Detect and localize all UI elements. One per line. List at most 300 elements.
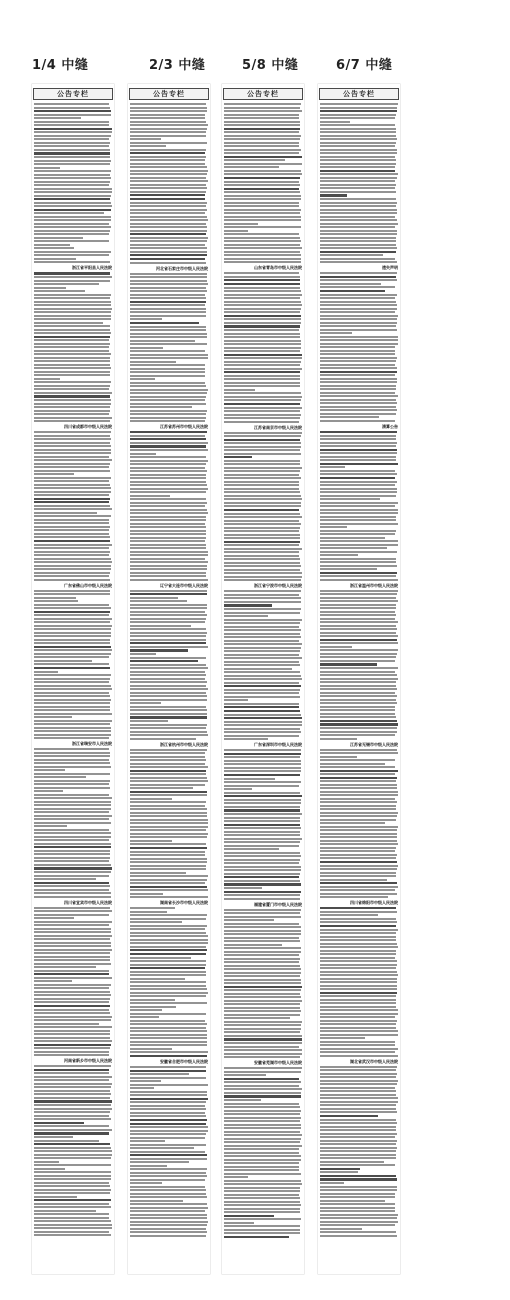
text-line	[130, 442, 208, 444]
text-line	[34, 1136, 73, 1138]
text-line	[130, 1140, 165, 1142]
text-line	[320, 230, 397, 232]
text-line	[130, 695, 207, 697]
text-line	[320, 671, 395, 673]
text-line	[34, 290, 85, 292]
text-line	[224, 894, 300, 896]
text-line	[320, 1200, 385, 1202]
text-line	[320, 533, 395, 535]
text-line	[34, 928, 111, 930]
text-line	[130, 720, 168, 722]
text-line	[320, 850, 395, 852]
text-line	[224, 682, 299, 684]
text-line	[34, 442, 110, 444]
text-line	[34, 438, 111, 440]
text-line	[130, 558, 205, 560]
text-line	[34, 794, 109, 796]
text-line	[320, 826, 398, 828]
text-line	[34, 607, 111, 609]
text-line	[224, 724, 302, 726]
text-line	[320, 660, 395, 662]
text-line	[224, 572, 302, 574]
text-line	[130, 128, 207, 130]
text-line	[320, 936, 396, 938]
text-line	[224, 505, 301, 507]
text-line	[130, 1235, 206, 1237]
text-line	[320, 857, 396, 859]
text-line	[34, 998, 110, 1000]
text-line	[34, 114, 111, 116]
text-line	[320, 635, 398, 637]
text-line	[224, 361, 301, 363]
text-line	[224, 562, 300, 564]
text-line	[130, 1151, 205, 1153]
text-line	[320, 1133, 397, 1135]
text-line	[224, 276, 300, 278]
text-line	[130, 1193, 206, 1195]
notice-heading: 浙江省温州市中级人民法院	[350, 582, 398, 588]
text-line	[320, 315, 398, 317]
text-line	[320, 1083, 397, 1085]
text-line	[130, 699, 207, 701]
text-line	[34, 706, 110, 708]
text-line	[224, 781, 301, 783]
text-line	[224, 735, 299, 737]
text-line	[130, 618, 206, 620]
text-line	[320, 815, 397, 817]
text-line	[34, 216, 111, 218]
text-line	[320, 752, 398, 754]
text-line	[130, 403, 206, 405]
text-line	[34, 536, 110, 538]
text-line	[130, 1172, 206, 1174]
text-line	[130, 1182, 162, 1184]
text-line	[224, 898, 300, 900]
text-line	[224, 1131, 300, 1133]
text-line	[130, 124, 208, 126]
text-line	[320, 491, 397, 493]
text-line	[224, 1215, 274, 1217]
text-line	[320, 847, 396, 849]
notice-heading: 浙江省瑞安市人民法院	[72, 741, 112, 747]
text-line	[224, 958, 300, 960]
text-line	[320, 974, 398, 976]
text-line	[320, 435, 396, 437]
text-line	[224, 152, 299, 154]
text-line	[320, 939, 396, 941]
text-line	[224, 954, 299, 956]
text-line	[320, 135, 396, 137]
text-line	[34, 653, 111, 655]
text-line	[130, 290, 207, 292]
text-line	[34, 378, 60, 380]
text-line	[130, 1115, 206, 1117]
text-line	[34, 1132, 109, 1134]
text-line	[130, 1051, 208, 1053]
text-line	[224, 442, 301, 444]
text-line	[320, 889, 395, 891]
text-line	[224, 354, 302, 356]
text-line	[130, 858, 207, 860]
text-line	[224, 244, 300, 246]
text-line	[224, 989, 301, 991]
text-line	[130, 336, 207, 338]
text-line	[320, 822, 385, 824]
text-line	[130, 551, 208, 553]
text-line	[224, 862, 299, 864]
text-line	[320, 261, 397, 263]
text-line	[224, 579, 301, 581]
text-line	[130, 1144, 206, 1146]
text-line	[224, 1141, 300, 1143]
text-line	[34, 646, 111, 648]
text-line	[320, 219, 397, 221]
text-line	[320, 318, 397, 320]
text-line	[224, 869, 301, 871]
text-line	[320, 251, 396, 253]
text-line	[224, 103, 301, 105]
text-line	[224, 301, 301, 303]
text-line	[130, 724, 207, 726]
text-line	[34, 773, 110, 775]
text-line	[224, 1000, 302, 1002]
text-line	[130, 1027, 206, 1029]
text-line	[224, 1208, 300, 1210]
text-line	[224, 541, 300, 543]
text-line	[224, 375, 300, 377]
text-line	[130, 166, 207, 168]
text-line	[320, 184, 396, 186]
text-line	[224, 1053, 302, 1055]
text-line	[130, 1158, 207, 1160]
text-line	[320, 882, 397, 884]
text-line	[224, 520, 299, 522]
text-line	[34, 301, 111, 303]
text-line	[320, 713, 395, 715]
column-label-1-4: 1/4 中缝	[32, 58, 89, 73]
text-line	[130, 456, 206, 458]
text-line	[34, 1023, 99, 1025]
text-line	[320, 360, 396, 362]
text-line	[130, 791, 207, 793]
text-line	[320, 893, 397, 895]
text-line	[34, 966, 96, 968]
text-line	[224, 961, 299, 963]
text-line	[224, 827, 301, 829]
text-line	[224, 675, 301, 677]
text-line	[224, 1180, 301, 1182]
text-line	[224, 926, 301, 928]
text-line	[320, 639, 397, 641]
text-line	[320, 502, 398, 504]
text-line	[320, 166, 395, 168]
text-line	[130, 364, 205, 366]
text-line	[34, 184, 109, 186]
text-line	[34, 124, 109, 126]
text-line	[224, 378, 300, 380]
text-line	[34, 195, 111, 197]
text-line	[320, 1080, 398, 1082]
text-line	[130, 1041, 207, 1043]
notice-heading: 广东省深圳市中级人民法院	[254, 742, 302, 748]
text-line	[320, 1097, 398, 1099]
text-line	[34, 353, 111, 355]
text-line	[320, 367, 397, 369]
text-line	[224, 696, 300, 698]
text-line	[130, 399, 205, 401]
text-line	[224, 396, 302, 398]
text-line	[130, 1196, 207, 1198]
text-line	[34, 142, 110, 144]
text-line	[130, 1231, 207, 1233]
text-line	[34, 590, 110, 592]
text-line	[34, 910, 112, 912]
text-line	[320, 833, 397, 835]
page-header	[0, 0, 510, 80]
text-line	[34, 811, 109, 813]
text-line	[224, 527, 300, 529]
text-line	[224, 322, 301, 324]
text-line	[34, 1083, 112, 1085]
text-line	[130, 547, 206, 549]
text-line	[224, 689, 300, 691]
text-line	[34, 921, 112, 923]
text-line	[130, 322, 199, 324]
text-line	[320, 131, 396, 133]
text-line	[130, 1165, 167, 1167]
text-line	[130, 1224, 207, 1226]
text-line	[320, 953, 396, 955]
text-line	[34, 621, 110, 623]
text-line	[34, 702, 110, 704]
text-line	[320, 103, 398, 105]
text-line	[34, 456, 109, 458]
text-line	[320, 357, 397, 359]
text-line	[320, 1164, 395, 1166]
text-line	[34, 790, 63, 792]
text-line	[224, 731, 301, 733]
text-line	[34, 463, 110, 465]
text-line	[130, 131, 206, 133]
text-line	[130, 343, 207, 345]
notice-heading: 四川省成都市中级人民法院	[64, 424, 112, 429]
text-line	[224, 891, 301, 893]
text-line	[320, 558, 396, 560]
text-line	[130, 382, 205, 384]
text-line	[224, 498, 302, 500]
text-line	[224, 728, 300, 730]
text-line	[320, 1111, 397, 1113]
text-line	[34, 374, 110, 376]
text-line	[34, 533, 109, 535]
text-line	[224, 1049, 302, 1051]
text-line	[34, 1199, 111, 1201]
text-line	[320, 159, 396, 161]
text-line	[224, 1134, 302, 1136]
text-line	[34, 110, 111, 112]
text-line	[34, 618, 112, 620]
text-line	[130, 481, 206, 483]
text-line	[224, 251, 300, 253]
text-line	[34, 656, 109, 658]
text-line	[34, 420, 110, 422]
text-line	[320, 233, 397, 235]
text-line	[34, 413, 109, 415]
text-line	[224, 767, 301, 769]
text-line	[34, 219, 111, 221]
text-line	[224, 661, 299, 663]
text-line	[34, 688, 112, 690]
text-line	[34, 181, 110, 183]
text-line	[320, 1006, 396, 1008]
text-line	[130, 107, 207, 109]
text-line	[130, 138, 161, 140]
text-line	[320, 1231, 396, 1233]
text-line	[320, 290, 385, 292]
text-line	[34, 885, 110, 887]
text-line	[224, 318, 301, 320]
text-line	[130, 1200, 183, 1202]
text-line	[224, 937, 299, 939]
text-line	[320, 1076, 396, 1078]
text-line	[320, 688, 397, 690]
text-line	[34, 914, 109, 916]
text-line	[34, 973, 109, 975]
text-line	[320, 685, 396, 687]
text-line	[130, 1020, 205, 1022]
text-line	[224, 608, 301, 610]
text-line	[34, 494, 109, 496]
text-line	[224, 647, 301, 649]
text-line	[224, 124, 300, 126]
text-line	[130, 932, 206, 934]
text-line	[320, 1168, 360, 1170]
text-line	[320, 304, 397, 306]
text-line	[224, 774, 300, 776]
text-line	[320, 791, 398, 793]
text-line	[130, 1161, 189, 1163]
text-line	[320, 872, 396, 874]
text-line	[224, 509, 299, 511]
text-line	[320, 416, 379, 418]
text-line	[320, 1030, 398, 1032]
text-line	[130, 928, 205, 930]
text-line	[224, 678, 302, 680]
text-line	[320, 470, 395, 472]
text-line	[34, 205, 112, 207]
text-line	[224, 972, 301, 974]
text-line	[224, 347, 301, 349]
text-line	[224, 565, 301, 567]
text-line	[130, 449, 208, 451]
text-line	[34, 829, 109, 831]
text-line	[224, 551, 299, 553]
text-line	[130, 1070, 206, 1072]
text-line	[224, 626, 299, 628]
text-line	[320, 202, 397, 204]
text-line	[224, 706, 299, 708]
text-line	[320, 1108, 396, 1110]
text-line	[34, 272, 110, 274]
text-line	[320, 1051, 395, 1053]
notice-heading: 江苏省无锡市中级人民法院	[350, 741, 398, 747]
text-line	[34, 825, 67, 827]
text-line	[34, 346, 109, 348]
text-line	[320, 801, 397, 803]
text-line	[224, 916, 301, 918]
text-line	[34, 1019, 111, 1021]
text-line	[34, 1040, 112, 1042]
text-line	[34, 515, 111, 517]
text-line	[130, 526, 206, 528]
text-line	[320, 597, 396, 599]
text-line	[320, 854, 397, 856]
text-line	[224, 710, 300, 712]
text-line	[224, 817, 300, 819]
text-line	[320, 163, 396, 165]
text-line	[130, 142, 207, 144]
text-line	[320, 777, 397, 779]
notice-heading: 四川省宜宾市中级人民法院	[64, 899, 112, 905]
text-line	[224, 240, 301, 242]
text-line	[34, 1069, 109, 1071]
text-line	[224, 188, 299, 190]
text-line	[130, 438, 206, 440]
text-line	[34, 1100, 112, 1102]
text-line	[224, 114, 299, 116]
text-line	[224, 601, 301, 603]
text-line	[320, 763, 385, 765]
text-line	[34, 579, 110, 581]
text-line	[224, 657, 302, 659]
text-line	[320, 1154, 396, 1156]
text-line	[34, 674, 111, 676]
text-line	[224, 640, 299, 642]
text-line	[320, 985, 397, 987]
text-line	[34, 1147, 111, 1149]
text-line	[130, 600, 187, 602]
text-line	[130, 340, 195, 342]
text-line	[320, 244, 396, 246]
text-line	[34, 283, 99, 285]
text-line	[320, 512, 398, 514]
text-line	[34, 889, 109, 891]
text-line	[320, 607, 396, 609]
text-line	[130, 1002, 207, 1004]
text-line	[320, 459, 396, 461]
text-line	[130, 156, 206, 158]
text-line	[130, 554, 208, 556]
text-line	[320, 614, 396, 616]
text-line	[34, 1037, 110, 1039]
text-line	[34, 818, 109, 820]
text-line	[224, 184, 300, 186]
text-line	[320, 1002, 396, 1004]
text-line	[224, 996, 301, 998]
text-line	[34, 1012, 110, 1014]
text-line	[224, 813, 302, 815]
text-line	[224, 968, 301, 970]
text-line	[320, 438, 396, 440]
text-line	[130, 1101, 206, 1103]
text-line	[130, 308, 206, 310]
text-line	[34, 297, 110, 299]
text-line	[320, 575, 396, 577]
text-line	[224, 636, 301, 638]
text-line	[34, 459, 112, 461]
text-line	[224, 576, 302, 578]
text-line	[320, 385, 396, 387]
